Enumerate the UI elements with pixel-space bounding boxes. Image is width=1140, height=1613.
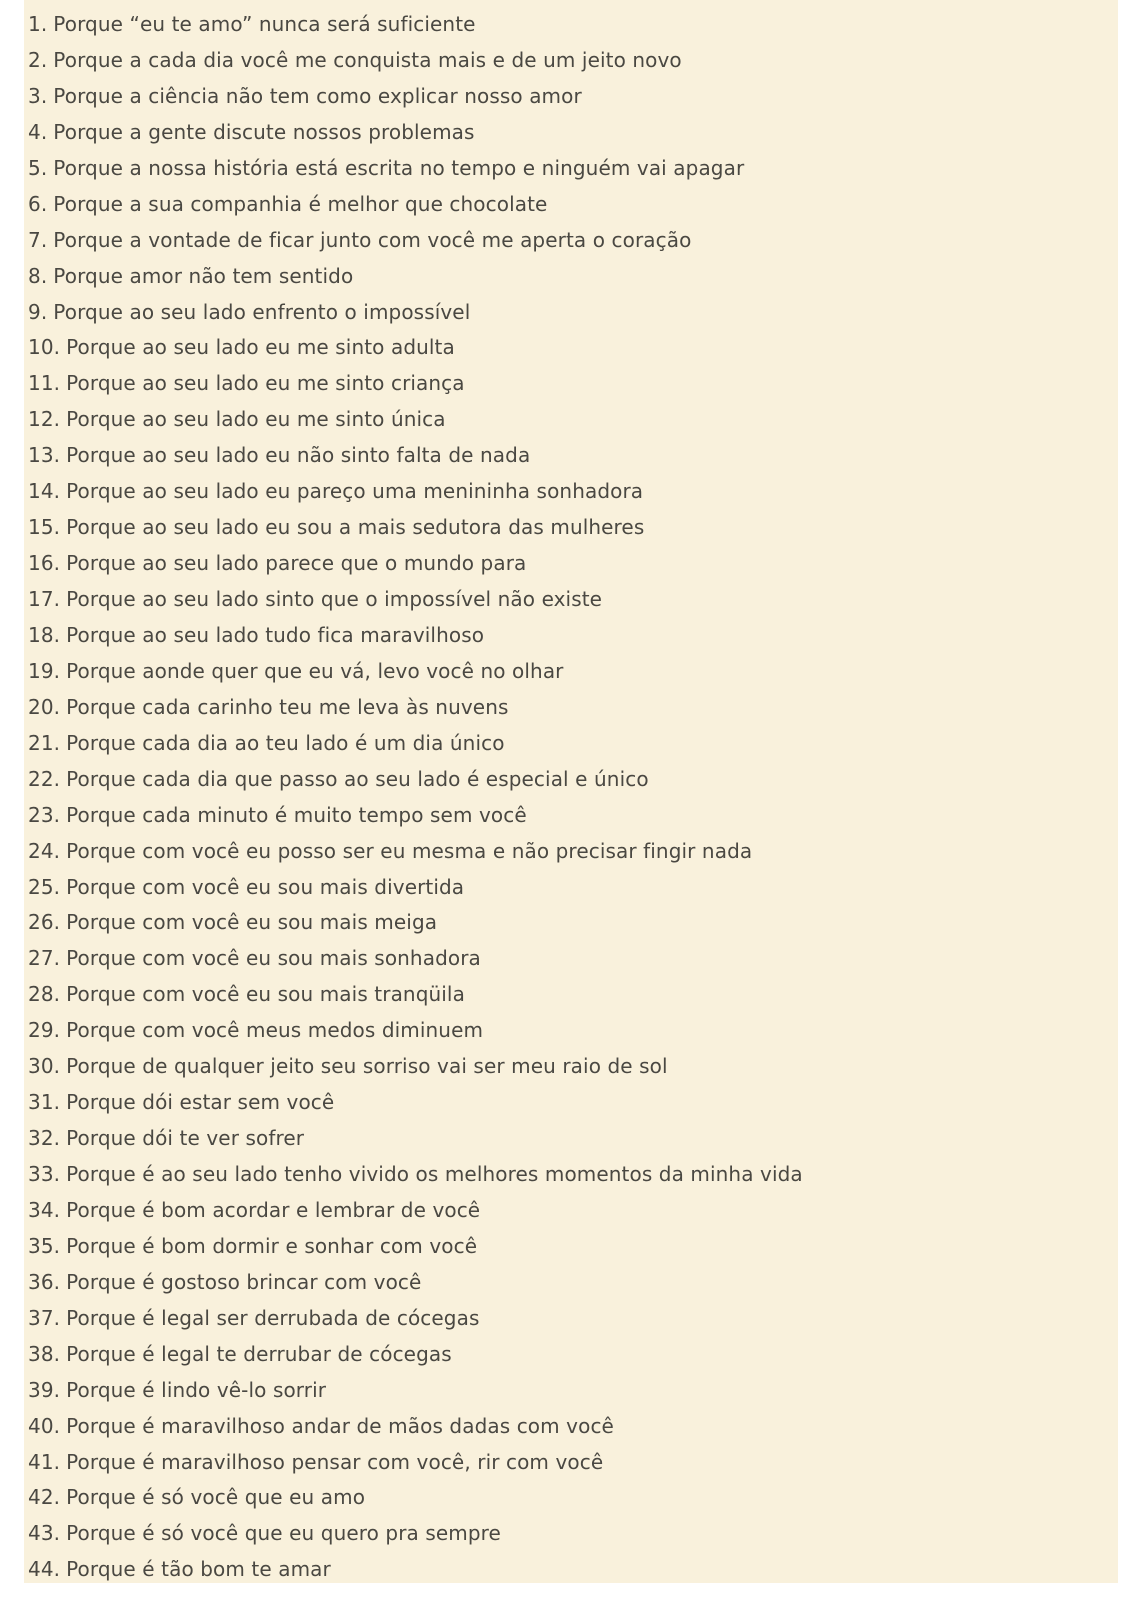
list-item-number: 8.: [28, 263, 48, 288]
list-item-number: 36.: [28, 1269, 61, 1294]
list-item-number: 40.: [28, 1413, 61, 1438]
list-item: [28, 618, 1118, 654]
list-item-text: Porque é só você que eu amo: [66, 1485, 366, 1510]
list-item-text: Porque é ao seu lado tenho vivido os melhores momentos da minha vida: [66, 1162, 803, 1186]
list-item-text: Porque ao seu lado enfrento o impossível: [53, 299, 471, 324]
list-item: [28, 977, 1118, 1013]
list-item: [28, 654, 1118, 690]
list-item-number: 11.: [28, 371, 61, 396]
list-item-text: Porque cada dia que passo ao seu lado é especial e único: [66, 766, 649, 791]
list-item-text: Porque é lindo vê-lo sorrir: [66, 1377, 327, 1402]
document-page: [24, 0, 1118, 1583]
list-item-text: Porque aonde quer que eu vá, levo você no olhar: [66, 658, 564, 683]
list-item-text: Porque é tão bom te amar: [66, 1557, 331, 1582]
list-item-number: 16.: [28, 551, 61, 576]
list-item-text: Porque de qualquer jeito seu sorriso vai ser meu raio de sol: [66, 1054, 668, 1079]
list-item-text: Porque “eu te amo” nunca será suficiente: [53, 12, 476, 36]
list-item-text: Porque é legal ser derrubada de cócegas: [66, 1305, 480, 1330]
list-item: [28, 330, 1118, 366]
list-item-text: Porque a ciência não tem como explicar nosso amor: [53, 83, 582, 108]
list-item-text: Porque é gostoso brincar com você: [66, 1269, 422, 1294]
list-item-number: 28.: [28, 982, 61, 1007]
list-item-text: Porque ao seu lado sinto que o impossível não existe: [66, 587, 603, 611]
list-item: [28, 43, 1118, 79]
list-item-number: 35.: [28, 1233, 61, 1258]
list-item-text: Porque a sua companhia é melhor que chocolate: [53, 191, 548, 216]
list-item-text: Porque é maravilhoso andar de mãos dadas com você: [66, 1413, 614, 1438]
list-item-text: Porque ao seu lado eu sou a mais sedutora das mulheres: [66, 515, 645, 540]
list-item-text: Porque a nossa história está escrita no tempo e ninguém vai apagar: [53, 155, 745, 180]
list-item: [28, 941, 1118, 977]
list-item: [28, 546, 1118, 582]
list-item-text: Porque a cada dia você me conquista mais e de um jeito novo: [53, 47, 682, 72]
list-item-number: 43.: [28, 1521, 61, 1546]
list-item-number: 7.: [28, 227, 48, 252]
list-item-number: 33.: [28, 1162, 61, 1186]
list-item: [28, 295, 1118, 331]
list-item-text: Porque cada carinho teu me leva às nuvens: [66, 694, 509, 719]
list-item-number: 12.: [28, 407, 61, 432]
list-item: [28, 905, 1118, 941]
list-item-number: 21.: [28, 730, 61, 755]
list-item-text: Porque cada dia ao teu lado é um dia único: [66, 730, 505, 755]
list-item-text: Porque dói te ver sofrer: [66, 1126, 305, 1151]
list-item-text: Porque com você eu sou mais meiga: [66, 910, 438, 935]
list-item-number: 17.: [28, 587, 61, 611]
list-item-number: 3.: [28, 83, 48, 108]
list-item: [28, 870, 1118, 906]
list-item-number: 37.: [28, 1305, 61, 1330]
list-item-text: Porque é maravilhoso pensar com você, rir com você: [66, 1449, 604, 1474]
list-item-number: 25.: [28, 874, 61, 899]
list-item: [28, 1229, 1118, 1265]
reasons-list: [28, 7, 1118, 1588]
list-item-number: 22.: [28, 766, 61, 791]
list-item-text: Porque é bom dormir e sonhar com você: [66, 1233, 478, 1258]
list-item-number: 26.: [28, 910, 61, 935]
list-item-text: Porque ao seu lado eu pareço uma menininha sonhadora: [66, 479, 644, 504]
list-item-text: Porque ao seu lado eu me sinto criança: [66, 371, 465, 396]
list-item-number: 15.: [28, 515, 61, 540]
list-item-number: 10.: [28, 335, 61, 360]
list-item-number: 30.: [28, 1054, 61, 1079]
list-item-number: 38.: [28, 1341, 61, 1366]
list-item-text: Porque amor não tem sentido: [53, 263, 354, 288]
list-item-text: Porque é só você que eu quero pra sempre: [66, 1521, 501, 1546]
list-item-number: 5.: [28, 155, 48, 180]
list-item: [28, 1409, 1118, 1445]
list-item: [28, 1301, 1118, 1337]
list-item-text: Porque ao seu lado eu me sinto adulta: [66, 335, 455, 360]
list-item: [28, 115, 1118, 151]
list-item-text: Porque com você meus medos diminuem: [66, 1018, 484, 1043]
list-item-text: Porque ao seu lado eu não sinto falta de nada: [66, 443, 531, 468]
list-item-number: 44.: [28, 1557, 61, 1582]
list-item-text: Porque a vontade de ficar junto com você me aperta o coração: [53, 227, 692, 252]
list-item-number: 42.: [28, 1485, 61, 1510]
list-item-text: Porque ao seu lado tudo fica maravilhoso: [66, 622, 485, 647]
list-item: [28, 1049, 1118, 1085]
list-item-number: 1.: [28, 12, 48, 36]
list-item: [28, 223, 1118, 259]
list-item-number: 39.: [28, 1377, 61, 1402]
list-item-number: 34.: [28, 1197, 61, 1222]
list-item: [28, 1085, 1118, 1121]
list-item-number: 13.: [28, 443, 61, 468]
list-item: [28, 1157, 1118, 1193]
list-item: [28, 1373, 1118, 1409]
list-item-number: 20.: [28, 694, 61, 719]
list-item-number: 19.: [28, 658, 61, 683]
list-item-text: Porque a gente discute nossos problemas: [53, 119, 475, 144]
list-item-number: 29.: [28, 1018, 61, 1043]
list-item: [28, 474, 1118, 510]
list-item: [28, 1121, 1118, 1157]
list-item-number: 18.: [28, 622, 61, 647]
list-item-text: Porque ao seu lado eu me sinto única: [66, 407, 446, 432]
list-item: [28, 690, 1118, 726]
list-item-text: Porque com você eu sou mais tranqüila: [66, 982, 465, 1007]
list-item-number: 4.: [28, 119, 48, 144]
list-item-number: 41.: [28, 1449, 61, 1474]
list-item-number: 32.: [28, 1126, 61, 1151]
list-item-number: 6.: [28, 191, 48, 216]
list-item-number: 24.: [28, 838, 61, 863]
list-item: [28, 187, 1118, 223]
list-item: [28, 1552, 1118, 1588]
list-item: [28, 510, 1118, 546]
list-item: [28, 1516, 1118, 1552]
list-item: [28, 1337, 1118, 1373]
list-item-text: Porque com você eu sou mais sonhadora: [66, 946, 481, 971]
list-item: [28, 798, 1118, 834]
list-item: [28, 1193, 1118, 1229]
list-item-number: 27.: [28, 946, 61, 971]
list-item-text: Porque com você eu sou mais divertida: [66, 874, 465, 899]
list-item: [28, 79, 1118, 115]
list-item-number: 2.: [28, 47, 48, 72]
list-item-number: 31.: [28, 1090, 61, 1115]
list-item-text: Porque é legal te derrubar de cócegas: [66, 1341, 452, 1366]
list-item: [28, 1445, 1118, 1481]
list-item: [28, 438, 1118, 474]
list-item-text: Porque é bom acordar e lembrar de você: [66, 1197, 481, 1222]
list-item-text: Porque cada minuto é muito tempo sem você: [66, 802, 527, 827]
list-item: [28, 366, 1118, 402]
list-item-text: Porque ao seu lado parece que o mundo para: [66, 551, 527, 576]
list-item-number: 23.: [28, 802, 61, 827]
list-item: [28, 834, 1118, 870]
list-item: [28, 726, 1118, 762]
list-item: [28, 7, 1118, 43]
list-item-number: 9.: [28, 299, 48, 324]
list-item: [28, 402, 1118, 438]
list-item-text: Porque dói estar sem você: [66, 1090, 335, 1115]
list-item-text: Porque com você eu posso ser eu mesma e não precisar fingir nada: [66, 838, 753, 863]
list-item: [28, 1013, 1118, 1049]
list-item: [28, 762, 1118, 798]
list-item: [28, 259, 1118, 295]
list-item: [28, 151, 1118, 187]
list-item: [28, 1265, 1118, 1301]
list-item: [28, 1480, 1118, 1516]
list-item: [28, 582, 1118, 618]
list-item-number: 14.: [28, 479, 61, 504]
